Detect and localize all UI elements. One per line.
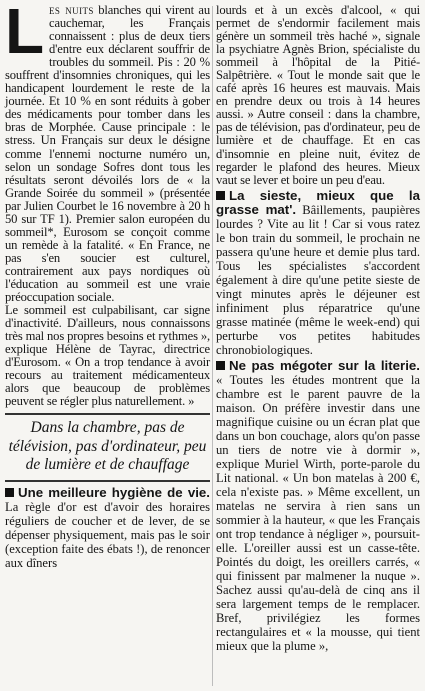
pull-quote: Dans la chambre, pas de télévision, pas d'ordinateur, peu de lumière et de chauffage (8, 419, 207, 474)
lead-text: blanches qui virent au cauchemar, les Français connaissent : plus de deux tiers d'entre eux déclarent souffrir de troubles du sommeil. Pis : 20 % souffrent d'insomnies chroniques, qui les handicapent lourdement le reste de la journée. Et 10 % en sont réduits à gober des médicaments pour tomber dans les bras de Morphée. Cause principale : le stress. Un Français sur deux le désigne comme l'ennemi nocturne numéro un, selon un sondage Sofres dont tous les résultats seront dévoilés lors de « la Grande Soirée du sommeil » (présentée par Julien Courbet le 16 novembre à 20 h 50 sur TF 1). Premier salon européen du sommeil*, Eurosom se conçoit comme un remède à la fatalité. « En France, ne pas s'en soucier est culturel, contrairement aux pays nordiques où l'éducation au sommeil est une vraie préoccupation sociale. (5, 3, 211, 305)
body-paragraph-2: Le sommeil est culpabilisant, car signe d'inactivité. D'ailleurs, nous connaissons très mal nos propres besoins et rythmes », explique Hélène de Tayrac, directrice d'Eurosom. « On a trop tendance à avoir recours au traitement médicamenteux alors que beaucoup de problèmes peuvent se régler plus naturellement. » (5, 303, 210, 409)
lead-paragraph (5, 0, 211, 305)
subhead-hygiene-text: La règle d'or est d'avoir des horaires réguliers de coucher et de lever, de se dépenser physiquement, mais pas le soir (exception faite des ébats !), de renoncer aux dîners (5, 499, 210, 570)
subhead-literie (216, 359, 420, 653)
subhead-hygiene-title: Une meilleure hygiène de vie. (18, 484, 210, 500)
bullet-square-icon (216, 191, 225, 200)
subhead-literie-title: Ne pas mégoter sur la literie. (229, 357, 420, 373)
body-paragraph-3: lourds et à un excès d'alcool, « qui permet de s'endormir facilement mais génère un sommeil très haché », signale la psychiatre Agnès Brion, spécialiste du sommeil à l'hôpital de la Pitié-Salpêtrière. « Tout le monde sait que le café après 16 heures est mauvais. Mais en prendre deux ou trois à 14 heures aussi. » Autre conseil : dans la chambre, pas de télévision, pas d'ordinateur, peu de lumière et de chauffage. Et en cas d'insomnie en pleine nuit, évitez de regarder le plafond des heures. Mieux vaut se lever et boire un peu d'eau. (216, 3, 420, 187)
pull-quote-top-rule (5, 413, 210, 415)
left-column (5, 0, 211, 570)
subhead-literie-text: « Toutes les études montrent que la chambre est le parent pauvre de la maison. On préfère investir dans une magnifique cuisine ou un écran plat que dans un bon couchage, alors qu'on passe un tiers de notre vie à dormir », explique Muriel Wirth, porte-parole du Lit national. « Un bon matelas à 200 €, cela n'existe pas. » Même excellent, un matelas ne servira à rien sans un sommier à la hauteur, « que les Français ont trop tendance à négliger », poursuit-elle. L'oreiller aussi est un casse-tête. Pointés du doigt, les oreillers carrés, « qui finissent par malmener la nuque ». Sachez aussi qu'au-delà de cinq ans il sera largement temps de le remplacer. Bref, privilégiez les formes rectangulaires et « la mousse, qui tient mieux que la plume », (216, 372, 420, 653)
bullet-square-icon (5, 488, 14, 497)
pull-quote-bottom-rule (5, 480, 210, 482)
lead-smallcaps: es nuits (49, 3, 94, 17)
drop-cap: L (5, 0, 44, 67)
bullet-square-icon (216, 361, 225, 370)
subhead-sieste-text: Bâillements, paupières lourdes ? Vite au lit ! Car si vous ratez le bon train du sommeil, le prochain ne passera qu'une heure et demie plus tard. Tous les spécialistes s'accordent également à dire qu'une petite sieste de vingt minutes après le déjeuner est infiniment plus réparatrice qu'une grasse matinée (même le week-end) qui perturbe vos petites habitudes chronobiologiques. (216, 202, 421, 357)
subhead-sieste (216, 189, 420, 357)
subhead-hygiene (5, 486, 210, 570)
subhead-sieste-title: La sieste, mieux que la grasse mat'. (216, 187, 420, 217)
column-divider (212, 6, 213, 686)
right-column (216, 4, 420, 653)
